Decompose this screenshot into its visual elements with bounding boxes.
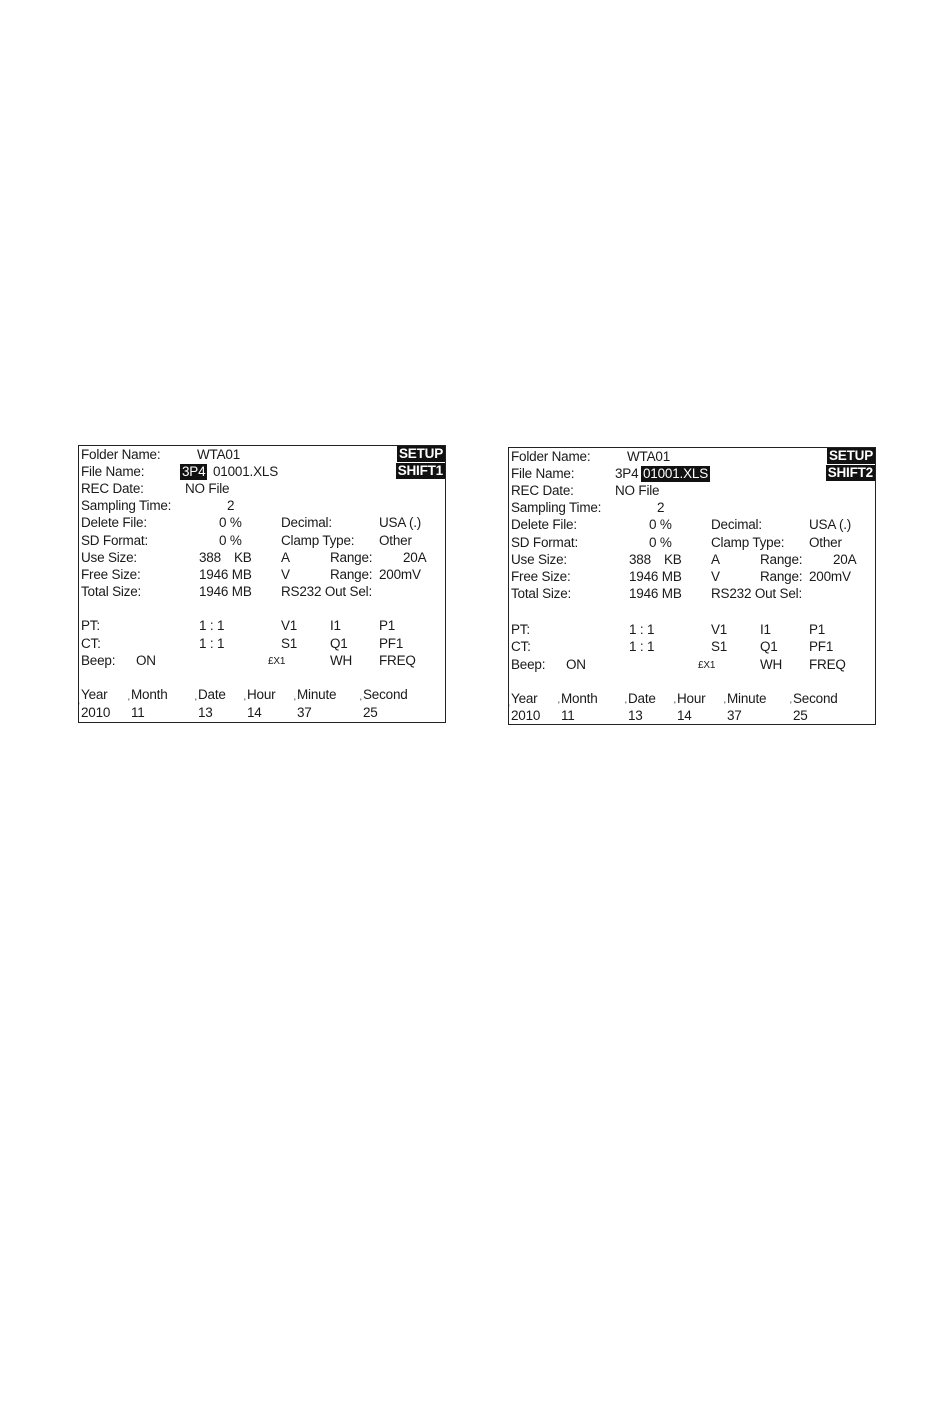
decimal-value[interactable]: USA (.) <box>809 517 852 532</box>
sampling-time-label: Sampling Time: <box>511 500 602 515</box>
date-tick-mark: ʹ <box>195 697 197 707</box>
out-sel-freq[interactable]: FREQ <box>809 657 846 672</box>
out-sel-freq[interactable]: FREQ <box>379 653 416 668</box>
sampling-time-value[interactable]: 2 <box>657 500 665 515</box>
year-header: Year <box>511 691 538 706</box>
date-header: Date <box>628 691 656 706</box>
shift-badge: SHIFT2 <box>827 465 873 480</box>
free-size-label: Free Size: <box>511 569 571 584</box>
beep-label: Beep: <box>511 657 546 672</box>
out-sel-q1[interactable]: Q1 <box>760 639 778 654</box>
rec-date-label: REC Date: <box>81 481 144 496</box>
hour-value[interactable]: 14 <box>247 705 262 720</box>
file-name-label: File Name: <box>511 466 575 481</box>
use-size-unit: KB <box>234 550 252 565</box>
minute-value[interactable]: 37 <box>727 708 742 723</box>
current-label: A <box>281 550 290 565</box>
beep-value[interactable]: ON <box>566 657 586 672</box>
hour-tick-mark: ʹ <box>244 697 246 707</box>
current-range-value[interactable]: 20A <box>403 550 427 565</box>
ct-value[interactable]: 1 : 1 <box>199 636 225 651</box>
out-sel-wh[interactable]: WH <box>760 657 783 672</box>
ct-label: CT: <box>81 636 101 651</box>
folder-name-label: Folder Name: <box>511 449 591 464</box>
ct-label: CT: <box>511 639 531 654</box>
folder-name-value: WTA01 <box>627 449 671 464</box>
out-sel-s1[interactable]: S1 <box>281 636 298 651</box>
file-name-suffix[interactable]: 01001.XLS <box>213 464 279 479</box>
use-size-label: Use Size: <box>81 550 137 565</box>
out-sel-ex1[interactable]: £X1 <box>698 660 716 671</box>
delete-file-value[interactable]: 0 % <box>219 515 242 530</box>
month-tick-mark: ʹ <box>128 697 130 707</box>
date-header: Date <box>198 687 226 702</box>
decimal-label: Decimal: <box>711 517 762 532</box>
rs232-out-sel-label: RS232 Out Sel: <box>711 586 803 601</box>
decimal-label: Decimal: <box>281 515 332 530</box>
rs232-out-sel-label: RS232 Out Sel: <box>281 584 373 599</box>
year-header: Year <box>81 687 108 702</box>
sampling-time-value[interactable]: 2 <box>227 498 235 513</box>
current-range-value[interactable]: 20A <box>833 552 857 567</box>
month-tick-mark: ʹ <box>558 700 560 710</box>
voltage-range-value[interactable]: 200mV <box>809 569 851 584</box>
out-sel-pf1[interactable]: PF1 <box>809 639 834 654</box>
pt-label: PT: <box>511 622 530 637</box>
out-sel-p1[interactable]: P1 <box>809 622 826 637</box>
use-size-value: 388 <box>629 552 651 567</box>
pt-label: PT: <box>81 618 100 633</box>
decimal-value[interactable]: USA (.) <box>379 515 422 530</box>
voltage-label: V <box>281 567 290 582</box>
delete-file-value[interactable]: 0 % <box>649 517 672 532</box>
file-name-prefix[interactable]: 3P4 <box>615 466 639 481</box>
second-value[interactable]: 25 <box>793 708 808 723</box>
year-tick-mark: ʹ <box>508 703 510 713</box>
file-name-label: File Name: <box>81 464 145 479</box>
clamp-type-value[interactable]: Other <box>809 535 842 550</box>
minute-header: Minute <box>727 691 767 706</box>
sd-format-value[interactable]: 0 % <box>649 535 672 550</box>
minute-tick-mark: ʹ <box>724 700 726 710</box>
month-value[interactable]: 11 <box>561 708 575 723</box>
pt-value[interactable]: 1 : 1 <box>629 622 655 637</box>
current-range-label: Range: <box>330 550 373 565</box>
minute-tick-mark: ʹ <box>294 697 296 707</box>
pt-value[interactable]: 1 : 1 <box>199 618 225 633</box>
total-size-value: 1946 MB <box>199 584 252 599</box>
second-tick-mark: ʹ <box>790 700 792 710</box>
hour-value[interactable]: 14 <box>677 708 692 723</box>
beep-label: Beep: <box>81 653 116 668</box>
voltage-range-value[interactable]: 200mV <box>379 567 421 582</box>
free-size-value: 1946 MB <box>199 567 252 582</box>
ct-value[interactable]: 1 : 1 <box>629 639 655 654</box>
out-sel-pf1[interactable]: PF1 <box>379 636 404 651</box>
hour-tick-mark: ʹ <box>674 700 676 710</box>
minute-header: Minute <box>297 687 337 702</box>
sd-format-label: SD Format: <box>81 533 149 548</box>
second-value[interactable]: 25 <box>363 705 378 720</box>
voltage-range-label: Range: <box>760 569 803 584</box>
year-tick-mark: ʹ <box>78 701 80 711</box>
use-size-unit: KB <box>664 552 682 567</box>
sd-format-value[interactable]: 0 % <box>219 533 242 548</box>
out-sel-v1[interactable]: V1 <box>711 622 728 637</box>
out-sel-s1[interactable]: S1 <box>711 639 728 654</box>
free-size-value: 1946 MB <box>629 569 682 584</box>
folder-name-value: WTA01 <box>197 447 241 462</box>
file-name-prefix[interactable]: 3P4 <box>182 464 206 479</box>
out-sel-p1[interactable]: P1 <box>379 618 396 633</box>
hour-header: Hour <box>677 691 706 706</box>
minute-value[interactable]: 37 <box>297 705 312 720</box>
month-header: Month <box>131 687 168 702</box>
total-size-label: Total Size: <box>511 586 572 601</box>
second-tick-mark: ʹ <box>360 697 362 707</box>
use-size-value: 388 <box>199 550 221 565</box>
out-sel-v1[interactable]: V1 <box>281 618 298 633</box>
shift-badge: SHIFT1 <box>397 463 443 478</box>
year-value[interactable]: 2010 <box>81 705 111 720</box>
rec-date-value: NO File <box>185 481 230 496</box>
out-sel-q1[interactable]: Q1 <box>330 636 348 651</box>
rec-date-label: REC Date: <box>511 483 574 498</box>
current-label: A <box>711 552 720 567</box>
date-value[interactable]: 13 <box>198 705 213 720</box>
folder-name-label: Folder Name: <box>81 447 161 462</box>
setup-screen-shift1 <box>78 445 446 723</box>
date-value[interactable]: 13 <box>628 708 643 723</box>
beep-value[interactable]: ON <box>136 653 156 668</box>
delete-file-label: Delete File: <box>81 515 147 530</box>
use-size-label: Use Size: <box>511 552 567 567</box>
out-sel-i1[interactable]: I1 <box>330 618 341 633</box>
sd-format-label: SD Format: <box>511 535 579 550</box>
clamp-type-value[interactable]: Other <box>379 533 412 548</box>
month-value[interactable]: 11 <box>131 705 145 720</box>
hour-header: Hour <box>247 687 276 702</box>
current-range-label: Range: <box>760 552 803 567</box>
delete-file-label: Delete File: <box>511 517 577 532</box>
sampling-time-label: Sampling Time: <box>81 498 172 513</box>
out-sel-i1[interactable]: I1 <box>760 622 771 637</box>
total-size-label: Total Size: <box>81 584 142 599</box>
month-header: Month <box>561 691 598 706</box>
voltage-range-label: Range: <box>330 567 373 582</box>
clamp-type-label: Clamp Type: <box>711 535 785 550</box>
clamp-type-label: Clamp Type: <box>281 533 355 548</box>
year-value[interactable]: 2010 <box>511 708 541 723</box>
total-size-value: 1946 MB <box>629 586 682 601</box>
voltage-label: V <box>711 569 720 584</box>
out-sel-wh[interactable]: WH <box>330 653 353 668</box>
file-name-suffix[interactable]: 01001.XLS <box>643 466 709 481</box>
setup-badge: SETUP <box>398 446 443 461</box>
setup-screen-shift2 <box>508 447 876 725</box>
out-sel-ex1[interactable]: £X1 <box>268 656 286 667</box>
second-header: Second <box>363 687 408 702</box>
setup-badge: SETUP <box>828 448 873 463</box>
free-size-label: Free Size: <box>81 567 141 582</box>
rec-date-value: NO File <box>615 483 660 498</box>
date-tick-mark: ʹ <box>625 700 627 710</box>
second-header: Second <box>793 691 838 706</box>
